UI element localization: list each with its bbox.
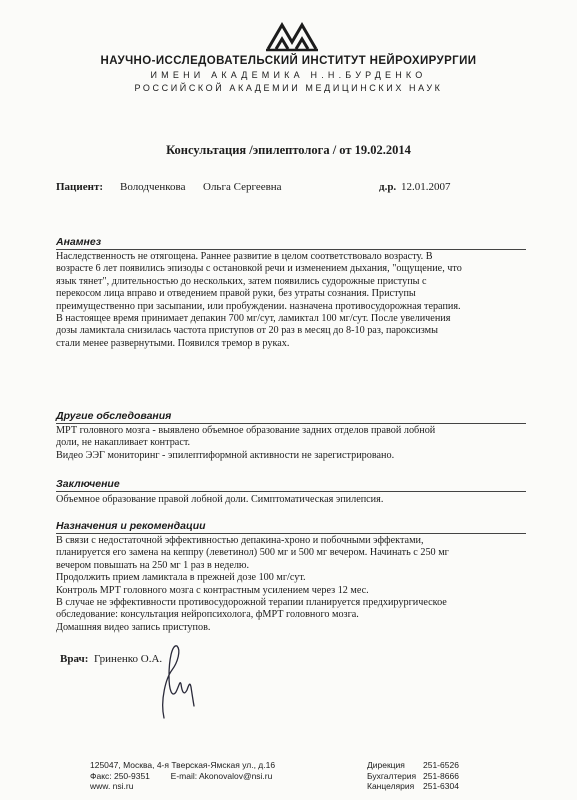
doctor-signature: [150, 640, 200, 720]
conclusion-divider: [56, 491, 526, 492]
other-exams-line: доли, не накапливает контраст.: [56, 437, 191, 449]
recommendations-line: Продолжить прием ламиктала в прежней дозе 100 мг/сут.: [56, 572, 306, 584]
recommendations-line: В случае не эффективности противосудорожной терапии планируется предхирургическое: [56, 597, 447, 609]
doctor-name: Гриненко О.А.: [94, 653, 163, 665]
doctor-label: Врач:: [60, 653, 89, 665]
conclusion-text: [56, 494, 526, 506]
anamnesis-line: язык тянет", длительностью до нескольких, затем появились судорожные приступы с: [56, 275, 427, 287]
conclusion-heading: Заключение: [56, 478, 120, 490]
footer-contacts-phones: [423, 760, 459, 792]
footer-contacts-labels: [367, 760, 416, 792]
recommendations-line: обследование: консультация нейропсихолога, фМРТ головного мозга.: [56, 609, 359, 621]
recommendations-line: планируется его замена на кеппру (леветинол) 500 мг и 500 мг вечером. Начинать с 250 мг: [56, 547, 449, 559]
document-title: Консультация /эпилептолога / от 19.02.2014: [166, 143, 411, 157]
institute-name: НАУЧНО-ИССЛЕДОВАТЕЛЬСКИЙ ИНСТИТУТ НЕЙРОХИРУРГИИ: [100, 55, 477, 67]
anamnesis-line: перекосом лица вправо и отведением правой руки, без утраты сознания. Приступы: [56, 288, 416, 300]
anamnesis-line: В настоящее время принимает депакин 700 мг/сут, ламиктал 100 мг/сут. После увеличения: [56, 313, 451, 325]
anamnesis-line: стали менее развернутыми. Появился тремор в руках.: [56, 337, 290, 349]
institute-named-after: ИМЕНИ АКАДЕМИКА Н.Н.БУРДЕНКО: [150, 70, 427, 80]
contact-label: Дирекция: [367, 760, 405, 770]
anamnesis-text: [56, 251, 526, 350]
institute-academy: РОССИЙСКОЙ АКАДЕМИИ МЕДИЦИНСКИХ НАУК: [134, 83, 443, 93]
other-exams-divider: [56, 423, 526, 424]
anamnesis-line: преимущественно при засыпании, или пробуждении. назначена противосудорожная терапия.: [56, 300, 461, 312]
recommendations-heading: Назначения и рекомендации: [56, 520, 206, 532]
contact-phone: 251-6304: [423, 781, 459, 791]
contact-label: Канцелярия: [367, 781, 415, 791]
contact-label: Бухгалтерия: [367, 770, 417, 781]
anamnesis-divider: [56, 249, 526, 250]
conclusion-line: Объемное образование правой лобной доли. Симптоматическая эпилепсия.: [56, 494, 384, 505]
other-exams-heading: Другие обследования: [56, 410, 172, 422]
footer-address-block: [90, 760, 275, 792]
recommendations-line: В связи с недостаточной эффективностью депакина-хроно и побочными эффектами,: [56, 535, 424, 546]
patient-surname: Володченкова: [120, 181, 186, 193]
anamnesis-line: возрасте 6 лет появились эпизоды с остановкой речи и изменением дыхания, "ощущение, что: [56, 263, 462, 275]
dob-label: д.р.: [379, 181, 397, 193]
contact-phone: 251-6526: [423, 760, 459, 770]
recommendations-line: вечером повышать на 250 мг 1 раз в неделю.: [56, 559, 250, 571]
recommendations-text: [56, 535, 526, 634]
footer-email: E-mail: Akonovalov@nsi.ru: [170, 770, 273, 781]
anamnesis-line: Наследственность не отягощена. Раннее развитие в целом соответствовало возрасту. В: [56, 251, 433, 262]
footer-address: 125047, Москва, 4-я Тверская-Ямская ул., д.16: [90, 760, 276, 770]
anamnesis-heading: Анамнез: [56, 236, 102, 248]
footer-fax: Факс: 250-9351: [90, 770, 150, 781]
other-exams-text: [56, 425, 526, 462]
other-exams-line: Видео ЭЭГ мониторинг - эпилептиформной активности не зарегистрировано.: [56, 449, 395, 461]
dob-value: 12.01.2007: [401, 181, 451, 193]
contact-phone: 251-8666: [423, 770, 459, 781]
nsi-logo-icon: [264, 20, 320, 52]
patient-label: Пациент:: [56, 181, 104, 193]
recommendations-line: Контроль МРТ головного мозга с контрастным усилением через 12 мес.: [56, 584, 369, 596]
recommendations-line: Домашняя видео запись приступов.: [56, 621, 211, 633]
footer-web: www. nsi.ru: [90, 781, 134, 791]
anamnesis-line: дозы ламиктала снизилась частота приступов от 20 раз в месяц до 8-10 раз, пароксизмы: [56, 325, 438, 337]
other-exams-line: МРТ головного мозга - выявлено объемное образование задних отделов правой лобной: [56, 425, 436, 436]
patient-name: Ольга Сергеевна: [203, 181, 282, 193]
recommendations-divider: [56, 533, 526, 534]
